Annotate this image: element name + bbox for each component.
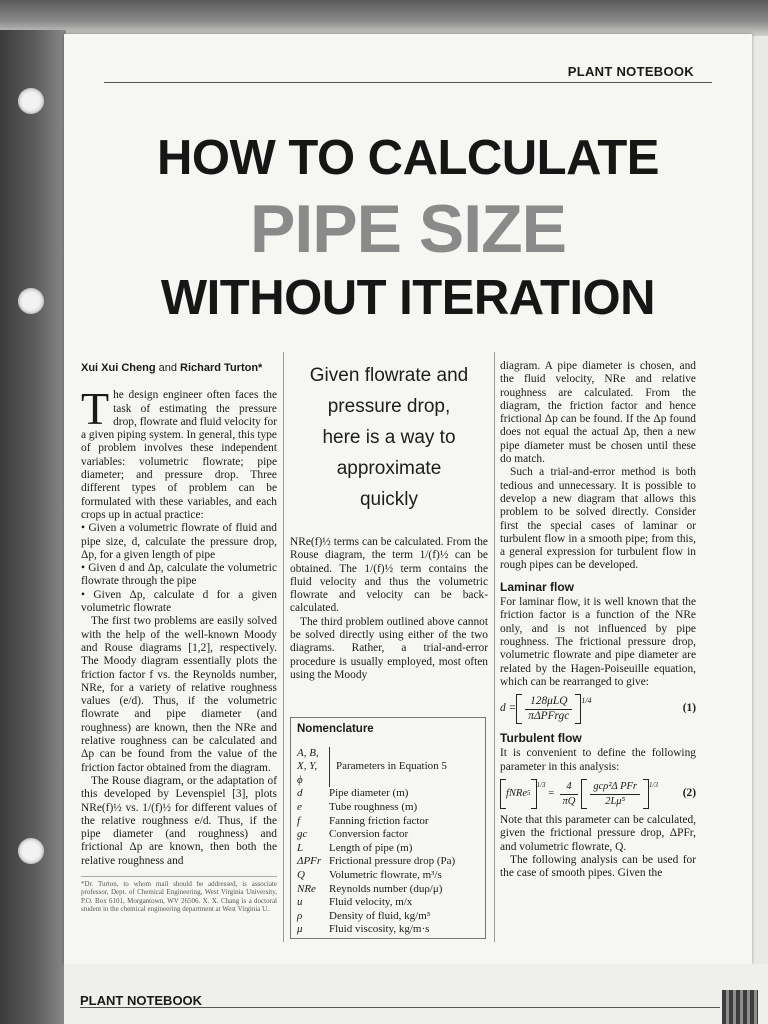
nomenclature-symbol: ΔPFr xyxy=(297,855,322,868)
bullet-item: • Given a volumetric flowrate of fluid and pipe size, d, calculate the pressure drop, Δp, for a given length of pipe xyxy=(81,522,277,561)
nomenclature-symbol: e xyxy=(297,800,302,813)
column-divider xyxy=(494,352,495,942)
nomenclature-row xyxy=(297,787,479,801)
nomenclature-row xyxy=(297,815,479,829)
scan-edge-top xyxy=(0,0,768,36)
nomenclature-box xyxy=(290,717,486,939)
bullet-item: • Given Δp, calculate d for a given volumetric flowrate xyxy=(81,588,277,615)
subheading-turbulent: Turbulent flow xyxy=(500,731,582,746)
nomenclature-row xyxy=(297,842,479,856)
equation-1: d = $\frac{\text{128μLQ}}{\text{πΔPFrgc}}$ $^{1/4}$ (1) xyxy=(500,694,696,724)
nomenclature-symbol: L xyxy=(297,841,304,854)
nomenclature-desc: Reynolds number (duρ/μ) xyxy=(329,882,443,895)
nomenclature-desc: Frictional pressure drop (Pa) xyxy=(329,855,456,868)
title-line-3: WITHOUT ITERATION xyxy=(160,271,656,325)
nomenclature-symbol: μ xyxy=(297,923,303,936)
bullet-item: • Given d and Δp, calculate the volumetric flowrate through the pipe xyxy=(81,562,277,588)
authors: Xui Xui Cheng and Richard Turton* xyxy=(81,362,263,374)
nomenclature-desc: Volumetric flowrate, m³/s xyxy=(329,868,442,881)
nomenclature-row xyxy=(297,828,479,842)
subheading-laminar: Laminar flow xyxy=(500,579,575,594)
nomenclature-desc: Length of pipe (m) xyxy=(329,841,413,854)
header-rule xyxy=(104,82,712,83)
nomenclature-desc: Density of fluid, kg/m³ xyxy=(329,909,431,922)
nomenclature-row xyxy=(297,801,479,815)
nomenclature-symbol: ρ xyxy=(297,909,303,922)
nomenclature-desc: Fluid velocity, m/x xyxy=(329,896,413,909)
nomenclature-row xyxy=(297,910,479,924)
binder-strip xyxy=(0,30,66,1024)
pull-quote: Given flowrate and pressure drop, here is a way to approximate quickly xyxy=(309,365,469,510)
body-paragraph: diagram. A pipe diameter is chosen, and the fluid velocity, NRe and relative roughness are calculated. From the diagram, the friction factor and hence frictional Δp can be found. If the Δp found does not equal the actual Δp, then a new pipe diameter must be chosen until these do match. xyxy=(500,360,696,466)
column-divider xyxy=(283,352,284,942)
footer-rule xyxy=(80,1007,720,1008)
nomenclature-symbol: u xyxy=(297,896,303,909)
nomenclature-desc: Fanning friction factor xyxy=(329,814,429,827)
nomenclature-row xyxy=(297,896,479,910)
body-paragraph: Note that this parameter can be calculated, given the frictional pressure drop, ΔPFr, and volumetric flowrate, Q. xyxy=(500,814,696,853)
nomenclature-desc: Tube roughness (m) xyxy=(329,800,418,813)
document-page xyxy=(64,34,752,964)
equation-number: (2) xyxy=(682,787,696,800)
nomenclature-title: Nomenclature xyxy=(297,723,374,735)
body-paragraph: The third problem outlined above cannot be solved directly using either of the two diagrams. Rather, a trial-and-error procedure is usually employed, most often using the Moody xyxy=(290,615,488,681)
nomenclature-row xyxy=(297,869,479,883)
nomenclature-symbol: NRe xyxy=(297,882,316,895)
nomenclature-symbol: d xyxy=(297,787,303,800)
nomenclature-symbol: Q xyxy=(297,868,305,881)
nomenclature-row xyxy=(297,855,479,869)
body-paragraph: Such a trial-and-error method is both tedious and unnecessary. It is possible to develop a new diagram that allows this problem to be solved directly. Consider first the special cases of laminar or turbulent flow in a smooth pipe; from this, a general expression for turbulent flow in rough pipes can be developed. xyxy=(500,466,696,572)
body-paragraph: NRe(f)½ terms can be calculated. From the Rouse diagram, the term 1/(f)½ can be obtained. The 1/(f)½ term contains the fluid velocity and thus the volumetric flowrate and velocity can be back-calculated. xyxy=(290,536,488,615)
nomenclature-desc: Pipe diameter (m) xyxy=(329,787,409,800)
body-paragraph: The Rouse diagram, or the adaptation of this developed by Levenspiel [3], plots NRe(f)½ vs. 1/(f)½ for different values of the relative roughness e/d. Thus, if the pipe diameter (and roughness) and frictional Δp are known, then both the relative roughness and xyxy=(81,774,277,867)
title-line-2: PIPE SIZE xyxy=(250,191,566,267)
column-2 xyxy=(290,536,488,682)
equation-2: fNRe 5 $^{1/3}$ = $\frac{4}{\pi Q}$ $\frac{\text{gcρ²Δ PFr}}{\text{2Lμ⁵}}$ $^{1/3}$ (2) xyxy=(500,779,696,809)
nomenclature-row xyxy=(297,883,479,897)
nomenclature-symbol: gc xyxy=(297,828,308,841)
nomenclature-rows xyxy=(297,787,479,937)
punch-hole xyxy=(18,88,44,114)
nomenclature-symbol: f xyxy=(297,814,301,827)
nomenclature-group: A, B, X, Y, ϕ Parameters in Equation 5 xyxy=(297,746,447,786)
body-paragraph: For laminar flow, it is well known that the friction factor is a function of the NRe only, and is not influenced by pipe roughness. The frictional pressure drop, volumetric flowrate and pipe diameter are related by the Hagen-Poiseuille equation, which can be rearranged to give: xyxy=(500,596,696,688)
section-header: PLANT NOTEBOOK xyxy=(567,64,694,79)
drop-cap: T xyxy=(81,383,110,435)
nomenclature-desc: Conversion factor xyxy=(329,828,409,841)
punch-hole xyxy=(18,838,44,864)
equation-number: (1) xyxy=(682,702,696,715)
punch-hole xyxy=(18,288,44,314)
column-3 xyxy=(500,360,696,881)
nomenclature-row xyxy=(297,923,479,937)
scan-artifact xyxy=(722,990,758,1024)
footer-section-label: PLANT NOTEBOOK xyxy=(80,993,203,1008)
body-paragraph: The first two problems are easily solved with the help of the well-known Moody and Rouse diagrams [1,2], respectively. The Moody diagram essentially plots the friction factor f vs. the Reynolds number, NRe, for a variety of relative roughness values (e/d). Thus, if the volumetric flowrate and pipe diameter (and roughness) are known, then the NRe and relative roughness can be calculated and Δp can be found from the value of the friction factor obtained from the diagram. xyxy=(81,615,277,774)
nomenclature-desc: Fluid viscosity, kg/m·s xyxy=(329,923,430,936)
body-paragraph: The following analysis can be used for the case of smooth pipes. Given the xyxy=(500,853,696,880)
column-1 xyxy=(81,362,277,914)
intro-paragraph: The design engineer often faces the task of estimating the pressure drop, flowrate and fluid velocity for a given piping system. In general, this type of problem involves these independent variables: volumetric flowrate; pipe diameter; and pressure drop. Three different types of problem can be formulated with these variables, and each crops up in actual practice: xyxy=(81,383,277,521)
author-footnote: *Dr. Turton, to whom mail should be addressed, is associate professor, Dept. of Chemical Engineering, West Virginia University, P.O. Box 6101, Morgantown, WV 26506. X. X. Chang is a doctoral student in the chemical engineering department at West Virginia U. xyxy=(81,876,277,914)
body-paragraph: It is convenient to define the following parameter in this analysis: xyxy=(500,747,696,773)
title-line-1: HOW TO CALCULATE xyxy=(157,131,659,185)
